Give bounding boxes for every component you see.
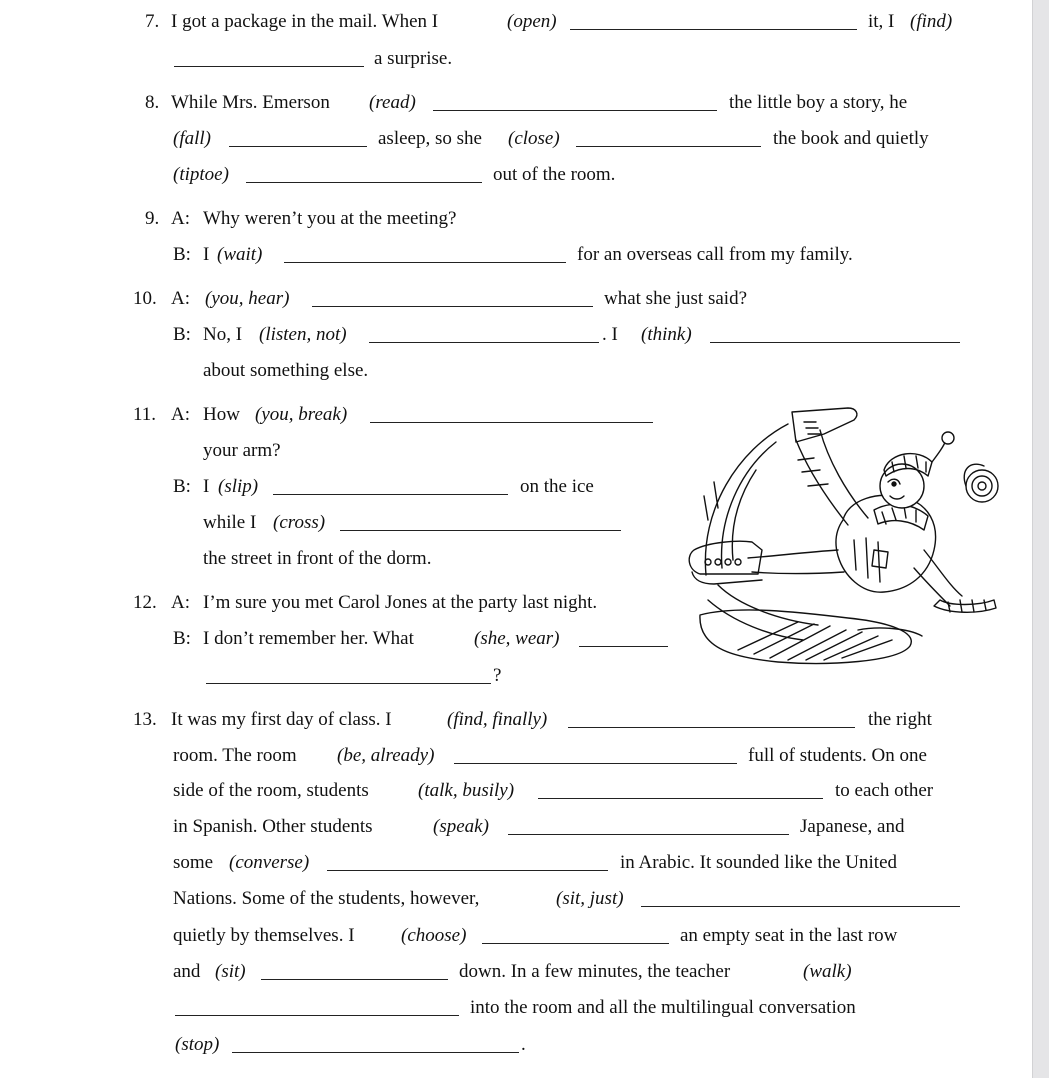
- item-text: about something else.: [203, 360, 369, 381]
- verb-cue: (listen, not): [259, 324, 347, 345]
- answer-blank[interactable]: [174, 66, 364, 67]
- verb-cue: (tiptoe): [173, 164, 229, 185]
- item-text: Why weren’t you at the meeting?: [203, 208, 457, 229]
- verb-cue: (walk): [803, 961, 852, 982]
- item-text: what she just said?: [604, 288, 748, 309]
- verb-cue: (wait): [217, 244, 263, 265]
- speaker-label: A:: [171, 288, 190, 309]
- item-number: 10.: [133, 288, 157, 309]
- verb-cue: (find, finally): [447, 709, 548, 730]
- answer-blank[interactable]: [261, 979, 448, 980]
- item-text: It was my first day of class. I: [171, 709, 392, 730]
- item-text: I don’t remember her. What: [203, 628, 414, 649]
- answer-blank[interactable]: [232, 1052, 519, 1053]
- item-text: .: [521, 1034, 526, 1055]
- answer-blank[interactable]: [370, 422, 653, 423]
- verb-cue: (sit, just): [556, 888, 624, 909]
- answer-blank[interactable]: [312, 306, 593, 307]
- page-edge-scroll-strip[interactable]: [1032, 0, 1049, 1078]
- answer-blank[interactable]: [538, 798, 823, 799]
- speaker-label: B:: [173, 628, 191, 649]
- answer-blank[interactable]: [327, 870, 608, 871]
- speaker-label: A:: [171, 592, 190, 613]
- item-text: . I: [602, 324, 618, 345]
- verb-cue: (you, hear): [205, 288, 290, 309]
- item-number: 7.: [145, 11, 160, 32]
- verb-cue: (converse): [229, 852, 310, 873]
- answer-blank[interactable]: [710, 342, 960, 343]
- item-text: to each other: [835, 780, 934, 801]
- verb-cue: (think): [641, 324, 692, 345]
- item-text: I’m sure you met Carol Jones at the party last night.: [203, 592, 598, 613]
- speaker-label: A:: [171, 208, 190, 229]
- verb-cue: (you, break): [255, 404, 348, 425]
- item-text: Nations. Some of the students, however,: [173, 888, 480, 909]
- speaker-label: B:: [173, 476, 191, 497]
- answer-blank[interactable]: [284, 262, 566, 263]
- item-text: out of the room.: [493, 164, 616, 185]
- verb-cue: (close): [508, 128, 560, 149]
- item-text: it, I: [868, 11, 895, 32]
- item-text: asleep, so she: [378, 128, 482, 149]
- answer-blank[interactable]: [508, 834, 789, 835]
- verb-cue: (sit): [215, 961, 246, 982]
- answer-blank[interactable]: [369, 342, 599, 343]
- slipping-man-illustration: [678, 400, 1008, 676]
- item-number: 12.: [133, 592, 157, 613]
- answer-blank[interactable]: [175, 1015, 459, 1016]
- answer-blank[interactable]: [570, 29, 857, 30]
- speaker-label: B:: [173, 244, 191, 265]
- item-number: 11.: [133, 404, 157, 425]
- verb-cue: (slip): [218, 476, 259, 497]
- item-text: in Spanish. Other students: [173, 816, 373, 837]
- item-text: I: [203, 244, 210, 265]
- item-text: ?: [493, 665, 502, 686]
- verb-cue: (find): [910, 11, 953, 32]
- verb-cue: (stop): [175, 1034, 220, 1055]
- answer-blank[interactable]: [433, 110, 717, 111]
- answer-blank[interactable]: [568, 727, 855, 728]
- answer-blank[interactable]: [229, 146, 367, 147]
- answer-blank[interactable]: [340, 530, 621, 531]
- answer-blank[interactable]: [273, 494, 508, 495]
- item-text: into the room and all the multilingual conversation: [470, 997, 856, 1018]
- item-text: a surprise.: [374, 48, 453, 69]
- item-text: some: [173, 852, 214, 873]
- item-text: while I: [203, 512, 257, 533]
- item-text: quietly by themselves. I: [173, 925, 355, 946]
- verb-cue: (speak): [433, 816, 489, 837]
- answer-blank[interactable]: [246, 182, 482, 183]
- item-text: I got a package in the mail. When I: [171, 11, 439, 32]
- answer-blank[interactable]: [454, 763, 737, 764]
- item-text: How: [203, 404, 240, 425]
- verb-cue: (she, wear): [474, 628, 560, 649]
- answer-blank[interactable]: [206, 683, 491, 684]
- verb-cue: (cross): [273, 512, 326, 533]
- item-text: Japanese, and: [800, 816, 905, 837]
- item-text: on the ice: [520, 476, 594, 497]
- verb-cue: (be, already): [337, 745, 435, 766]
- verb-cue: (talk, busily): [418, 780, 515, 801]
- item-text: I: [203, 476, 210, 497]
- answer-blank[interactable]: [641, 906, 960, 907]
- item-text: side of the room, students: [173, 780, 369, 801]
- item-text: the little boy a story, he: [729, 92, 908, 113]
- answer-blank[interactable]: [482, 943, 669, 944]
- verb-cue: (choose): [401, 925, 467, 946]
- item-text: and: [173, 961, 201, 982]
- item-number: 13.: [133, 709, 157, 730]
- answer-blank[interactable]: [579, 646, 668, 647]
- item-text: the book and quietly: [773, 128, 929, 149]
- item-text: your arm?: [203, 440, 281, 461]
- item-text: the right: [868, 709, 932, 730]
- verb-cue: (fall): [173, 128, 211, 149]
- speaker-label: A:: [171, 404, 190, 425]
- item-text: full of students. On one: [748, 745, 927, 766]
- item-number: 8.: [145, 92, 160, 113]
- item-text: down. In a few minutes, the teacher: [459, 961, 731, 982]
- item-text: While Mrs. Emerson: [171, 92, 330, 113]
- item-text: the street in front of the dorm.: [203, 548, 432, 569]
- item-text: room. The room: [173, 745, 297, 766]
- verb-cue: (open): [507, 11, 557, 32]
- item-text: No, I: [203, 324, 243, 345]
- item-text: in Arabic. It sounded like the United: [620, 852, 898, 873]
- verb-cue: (read): [369, 92, 416, 113]
- item-text: an empty seat in the last row: [680, 925, 898, 946]
- item-text: for an overseas call from my family.: [577, 244, 853, 265]
- item-number: 9.: [145, 208, 160, 229]
- answer-blank[interactable]: [576, 146, 761, 147]
- speaker-label: B:: [173, 324, 191, 345]
